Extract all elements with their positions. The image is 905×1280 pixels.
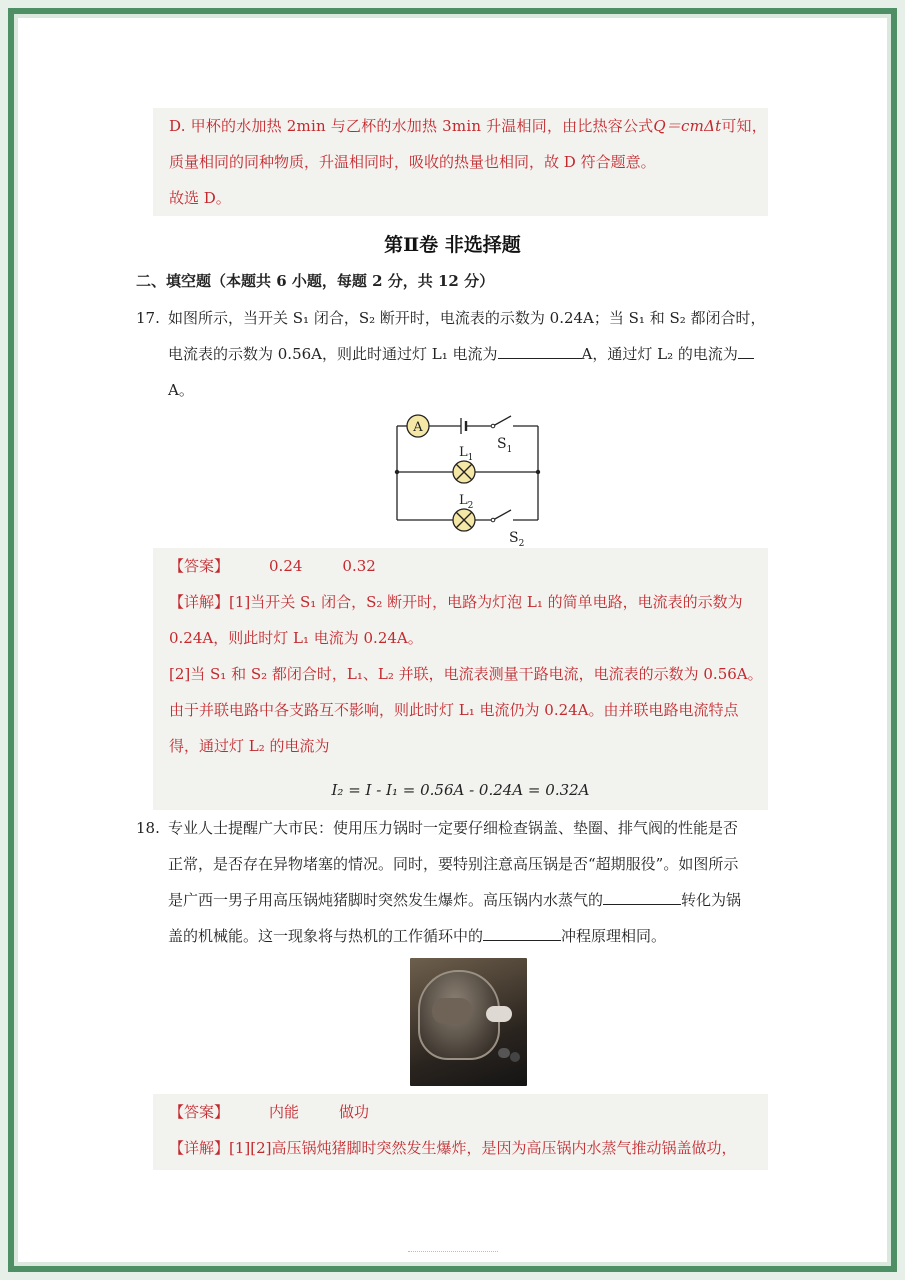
lamp2-label: L (459, 493, 468, 508)
q17-formula: I₂ = I - I₁ = 0.56A - 0.24A = 0.32A (331, 781, 590, 799)
q18-line-2: 正常，是否存在异物堵塞的情况。同时，要特别注意高压锅是否“超期服役”。如图所示 (168, 855, 739, 873)
section-title: 第Ⅱ卷 非选择题 (384, 234, 521, 256)
circuit-diagram (393, 408, 543, 548)
q17-answer-block (153, 548, 768, 810)
q18-line-4-end: 冲程原理相同。 (561, 927, 667, 945)
switch2-sub: 2 (518, 539, 525, 548)
q16-formula: Q＝cmΔt (653, 117, 722, 135)
q17-line-2-mid: A，通过灯 L₂ 的电流为 (581, 345, 738, 363)
meat-shape (432, 998, 472, 1024)
footer-page-mark (408, 1251, 498, 1258)
q18-question (136, 810, 786, 954)
q17-blank-2 (738, 342, 754, 359)
q17-line-1-text: 如图所示，当开关 S₁ 闭合，S₂ 断开时，电流表的示数为 0.24A；当 S₁ 和 S₂ 都闭合时， (168, 309, 766, 327)
lamp1-label: L (459, 445, 468, 460)
switch2-label: S (509, 530, 519, 546)
q18-number: 18. (136, 819, 160, 837)
debris-shape (486, 1006, 512, 1022)
svg-text:S1 (497, 436, 512, 455)
q16-line-2: 质量相同的同种物质，升温相同时，吸收的热量也相同，故 D 符合题意。 (169, 153, 656, 171)
q17-detail-line-5: 得，通过灯 L₂ 的电流为 (169, 737, 330, 755)
q18-detail-line-1 (169, 1130, 768, 1166)
q18-blank-2 (483, 924, 561, 941)
q17-line-1 (136, 300, 786, 336)
q18-answer-line (169, 1094, 768, 1130)
q17-blank-1 (498, 342, 582, 359)
q18-line-3 (136, 882, 786, 918)
q18-line-3-end: 转化为锅 (681, 891, 742, 909)
q18-detail-1: [1][2]高压锅炖猪脚时突然发生爆炸，是因为高压锅内水蒸气推动锅盖做功， (229, 1139, 737, 1157)
q17-detail-1: [1]当开关 S₁ 闭合，S₂ 断开时，电路为灯泡 L₁ 的简单电路，电流表的示数为 (229, 593, 743, 611)
q18-line-4-text: 盖的机械能。这一现象将与热机的工作循环中的 (168, 927, 484, 945)
q17-question (136, 300, 786, 408)
q18-answer-tag: 【答案】 (169, 1103, 230, 1121)
lamp2-sub: 2 (467, 501, 474, 511)
q16-explanation-block (153, 108, 768, 216)
q18-answer-2: 做功 (339, 1103, 370, 1121)
q17-detail-line-4: 由于并联电路中各支路互不影响，则此时灯 L₁ 电流仍为 0.24A。由并联电路电流特点 (169, 701, 739, 719)
q17-answer-line (169, 548, 768, 584)
q18-line-1 (136, 810, 786, 846)
q18-line-1-text: 专业人士提醒广大市民：使用压力锅时一定要仔细检查锅盖、垫圈、排气阀的性能是否 (168, 819, 739, 837)
switch1-sub: 1 (506, 445, 513, 455)
knob-shape (498, 1048, 510, 1058)
q18-line-3-text: 是广西一男子用高压锅炖猪脚时突然发生爆炸。高压锅内水蒸气的 (168, 891, 604, 909)
q18-answer-1: 内能 (269, 1103, 300, 1121)
switch1-label: S (497, 436, 507, 452)
q16-line-1 (169, 108, 768, 144)
ammeter-label: A (413, 420, 423, 435)
q17-detail-line-3: [2]当 S₁ 和 S₂ 都闭合时，L₁、L₂ 并联，电流表测量干路电流，电流表的示数为 0.56A。 (169, 665, 763, 683)
q17-detail-line-2: 0.24A，则此时灯 L₁ 电流为 0.24A。 (169, 629, 423, 647)
svg-text:L1 (459, 445, 473, 463)
q18-answer-block (153, 1094, 768, 1170)
q16-line-1-text: D. 甲杯的水加热 2min 与乙杯的水加热 3min 升温相同，由比热容公式 (169, 117, 654, 135)
q17-answer-2: 0.32 (342, 557, 376, 575)
lamp1-sub: 1 (467, 453, 474, 463)
knob-shape (510, 1052, 520, 1062)
svg-text:S2 (509, 530, 524, 548)
q17-detail-line-1 (169, 584, 768, 620)
q18-line-4 (136, 918, 786, 954)
q17-line-2-text: 电流表的示数为 0.56A，则此时通过灯 L₁ 电流为 (168, 345, 498, 363)
q16-line-1-end: 可知， (721, 117, 767, 135)
q18-blank-1 (603, 888, 681, 905)
pressure-cooker-photo (410, 958, 527, 1086)
q17-number: 17. (136, 309, 160, 327)
q17-answer-1: 0.24 (269, 557, 303, 575)
q17-line-2 (136, 336, 786, 372)
q17-line-3: A。 (168, 381, 194, 399)
paper-sheet (18, 18, 887, 1262)
svg-text:L2 (459, 493, 473, 511)
q17-answer-tag: 【答案】 (169, 557, 230, 575)
q16-line-3: 故选 D。 (169, 189, 231, 207)
part-title: 二、填空题（本题共 6 小题，每题 2 分，共 12 分） (136, 272, 495, 290)
q17-detail-tag: 【详解】 (169, 593, 230, 611)
q18-detail-tag: 【详解】 (169, 1139, 230, 1157)
